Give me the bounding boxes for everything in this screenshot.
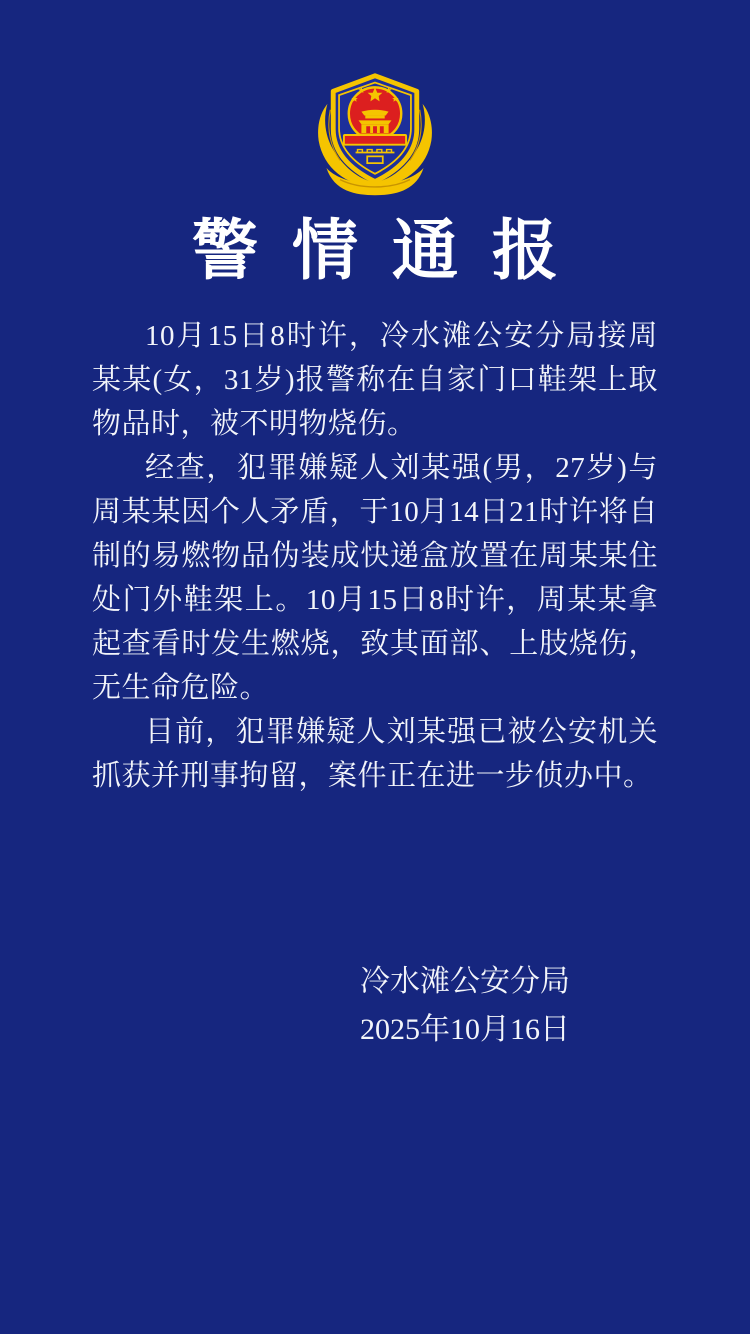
notice-title: 警情通报 bbox=[192, 215, 592, 288]
notice-body bbox=[92, 314, 658, 798]
signature-block bbox=[90, 958, 750, 1054]
police-emblem bbox=[307, 70, 443, 198]
notice-paragraph: 10月15日8时许，冷水滩公安分局接周某某(女，31岁)报警称在自家门口鞋架上取物品时，被不明物烧伤。 bbox=[92, 320, 658, 440]
police-emblem-icon bbox=[307, 70, 443, 198]
issue-date: 2025年10月16日 bbox=[360, 1013, 570, 1046]
notice-paragraph: 目前，犯罪嫌疑人刘某强已被公安机关抓获并刑事拘留，案件正在进一步侦办中。 bbox=[92, 716, 658, 792]
notice-paragraph: 经查，犯罪嫌疑人刘某强(男，27岁)与周某某因个人矛盾，于10月14日21时许将自制的易燃物品伪装成快递盒放置在周某某住处门外鞋架上。10月15日8时许，周某某拿起查看时发生燃烧，致其面部、上肢烧伤，无生命危险。 bbox=[92, 452, 658, 704]
issuer-name: 冷水滩公安分局 bbox=[360, 965, 570, 998]
